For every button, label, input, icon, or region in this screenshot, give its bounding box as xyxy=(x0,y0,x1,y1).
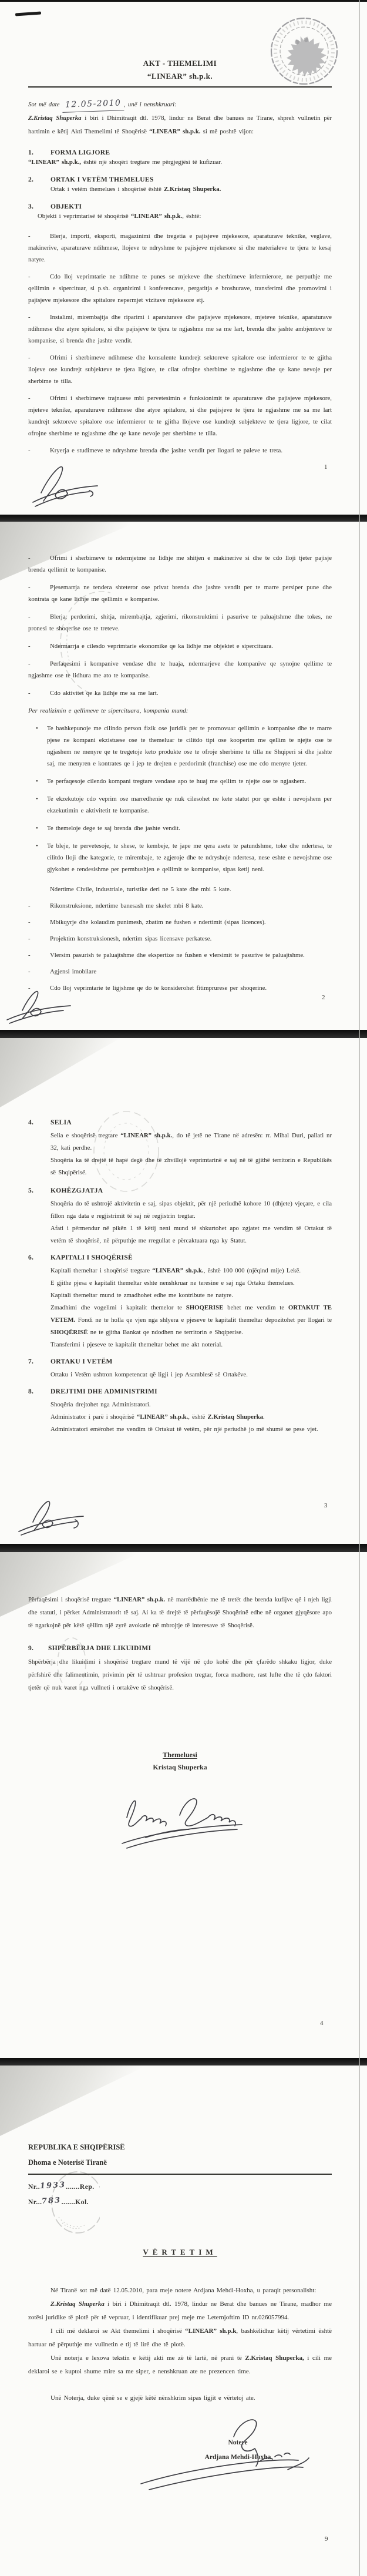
republic-header: REPUBLIKA E SHQIPËRISË xyxy=(28,2143,125,2151)
activity-item: - Ofrimi i sherbimeve te ndermjetme ne lidhje me shitjen e makinerive si dhe te cdo lloji tjeter pajisje brenda qellimit te kompanise. xyxy=(28,552,332,576)
page-number: 1 xyxy=(324,464,328,471)
founder-script-signature xyxy=(110,1792,251,1859)
bullet-dot: • xyxy=(36,825,38,832)
section-7-heading: 7. ORTAKU I VETËM xyxy=(28,1358,113,1365)
handwritten-kol-number: 783 xyxy=(42,2195,62,2206)
document-title-line2: “LINEAR” sh.p.k. xyxy=(147,72,213,80)
document-page-3 xyxy=(0,1038,367,1544)
section-6-heading: 6. KAPITALI I SHOQËRISË xyxy=(28,1254,133,1261)
bullet-dot: • xyxy=(36,795,38,802)
section-3-heading: 3. OBJEKTI xyxy=(28,203,82,210)
dash-bullet: - xyxy=(28,354,31,361)
page-separator xyxy=(0,1544,367,1552)
construction-item: - Projektim konstruksionesh, ndertim sipas licensave perkatese. xyxy=(28,933,332,945)
dash-bullet: - xyxy=(28,935,31,942)
dash-bullet: - xyxy=(28,613,31,620)
dash-bullet: - xyxy=(28,447,31,454)
objekti-item: - Cdo lloj veprimtarie ne ndihme te punes se mjekeve dhe sherbimeve infermierore, ne perputhje me qellimin e sipercituar, si p.sh. organizimi i konferencave, pergatitja e broshurave, transferimi dhe promovimi i pajisjeve mjekesore dhe spitalore nepermjet vizitave mjekesore etj. xyxy=(28,271,332,306)
activity-item: - Pjesemarrja ne tendera shteteror ose privat brenda dhe jashte vendit per te marre persiper pune dhe kontrata qe kane lidhje me qellimin e kompanise. xyxy=(28,582,332,605)
page-number: 9 xyxy=(325,2535,328,2543)
objekti-item: - Ofrimi i sherbimeve trajnuese mbi pervetesimin e funksionimit te aparaturave dhe pajisjeve mjekesore, mjeteve teknike, aparaturave ndihmese dhe atyre spitalore, si dhe pajisjeve te tjera te ngjashme me sa me lart kundrejt sektoreve spitalore ose infermieror te te gjitha llojeve ose kundrejt subjekteve te tjera ligjore, te cilat ofrojne sherbime te ngjashme dhe qe kane nevoje per sherbime te tilla. xyxy=(28,392,332,439)
vertetim-paragraph-4: Unë noterja e lexova tekstin e këtij akti me zë të lartë, në prani të Z.Kristaq Shuperka, i cili me deklaroi se e kuptoi shume mire sa me siper, e nenshkruan ate ne prezencen time. xyxy=(28,2354,332,2375)
section-7-body: Ortaku i Vetëm ushtron kompetencat që ligji i jep Asamblesë së Ortakëve. xyxy=(50,1371,248,1378)
construction-item: - Mbikqyrje dhe kolaudim punimesh, zbatim ne fushen e ndertimit (sipas licences). xyxy=(28,916,332,928)
section-8-heading: 8. DREJTIMI DHE ADMINISTRIMI xyxy=(28,1388,157,1395)
document-page-4 xyxy=(0,1552,367,2058)
dash-bullet: - xyxy=(28,690,31,697)
founder-signature xyxy=(28,458,103,515)
lead-sentence: Per realizimin e qellimeve te sipercituara, kompania mund: xyxy=(28,707,188,714)
bullet-dot: • xyxy=(36,842,38,849)
dash-bullet: - xyxy=(28,584,31,591)
section-8-body1: Shoqëria drejtohet nga Administratori. xyxy=(50,1401,151,1408)
page-number: 2 xyxy=(322,994,325,1001)
section-4-body2: Shoqëria ka të drejtë të hapë degë dhe të zhvillojë veprimtarinë e saj në të gjithë territorin e Republikës së Shqipërisë. xyxy=(50,1157,332,1176)
power-item: • Te ekzekutoje cdo veprim ose marredhenie qe nuk cilesohet ne kete statut por qe eshte i nevojshem per ekzekutimin e aktivitetit te kompanise. xyxy=(47,793,332,817)
section-4-heading: 4. SELIA xyxy=(28,1119,72,1126)
objekti-item: - Ofrimi i sherbimeve ndihmese dhe konsulente kundrejt sektoreve spitalore ose infermieror te te gjitha llojeve ose kundrejt subjekteve te tjera ligjore, te cilat ofrojne sherbime te ngjashme dhe qe kane nevoje per sherbime te tilla. xyxy=(28,352,332,387)
founder-printed-name: Kristaq Shuperka xyxy=(153,1763,207,1771)
notere-label: Notere xyxy=(228,2439,248,2446)
document-page-1 xyxy=(0,2,367,515)
handwritten-date: 12.05-2010 xyxy=(62,96,124,113)
section-8-body3: Administratori emërohet me vendim të Ortakut të vetëm, për një periudhë jo më shumë se pese vjet. xyxy=(50,1426,318,1433)
page-separator xyxy=(0,2058,367,2065)
section-1-heading: 1. FORMA LIGJORE xyxy=(28,149,110,156)
construction-item: Ndertime Civile, industriale, turistike deri ne 5 kate dhe mbi 5 kate. xyxy=(28,884,332,895)
founder-signature xyxy=(16,1494,87,1543)
founder-label: Themeluesi xyxy=(163,1751,197,1759)
dash-bullet: - xyxy=(28,985,31,992)
dash-bullet: - xyxy=(28,555,31,562)
section-5-heading: 5. KOHËZGJATJA xyxy=(28,1187,103,1194)
section-2-heading: 2. ORTAK I VETËM THEMELUES xyxy=(28,176,154,183)
page-separator xyxy=(0,515,367,522)
objekti-item: - Instalimi, mirembajtja dhe riparimi i aparaturave dhe pajisjeve mjekesore, mjeteve teknike, aparaturave ndihmese dhe atyre spitalore, si dhe pajisjeve te tjera te ngjashme me sa me lart, brenda dhe jashte ambjenteve te kompanise, si brenda dhe jashte vendit. xyxy=(28,311,332,347)
vertetim-paragraph-2: Z.Kristaq Shuperka i biri i Dhimitraqit dtl. 1978, lindur ne Berat dhe banues ne Tirane, madhor me zotësi juridike të plotë për të vepruar, i identifikuar prej meje me Leternjoftim ID nr.026057994. xyxy=(28,2300,332,2321)
bullet-dot: • xyxy=(36,778,38,785)
vertetim-paragraph-3: I cili më deklaroi se Akt themelimi i shoqërisë “LINEAR” sh.p.k, bashkëlidhur këtij vërtetimi është hartuar në përputhje me vullnetin e tij të lirë dhe të plotë. xyxy=(28,2327,332,2348)
objekti-item: - Kryerja e studimeve te ndryshme brenda dhe jashte vendit per llogari te paleve te treta. xyxy=(28,445,332,456)
document-title-line1: AKT - THEMELIMI xyxy=(143,59,217,68)
document-page-2 xyxy=(0,522,367,1030)
section-9-heading: 9. SHPËRBËRJA DHE LIKUIDIMI xyxy=(28,1645,151,1652)
section-6-body2: E gjithe pjesa e kapitalit themeltar eshte nenshkruar ne teresine e saj nga Ortaku themelues. xyxy=(50,1279,295,1287)
construction-item: - Cdo lloj veprimtarie te ligjshme qe do te konsiderohet fitimprurese per shoqerine. xyxy=(28,982,332,994)
handwritten-rep-number: 1933 xyxy=(39,2180,66,2191)
notary-chamber-header: Dhoma e Noterisë Tiranë xyxy=(28,2158,107,2167)
founder-signature xyxy=(5,985,74,1030)
bullet-dot: • xyxy=(36,725,38,732)
dash-bullet: - xyxy=(28,919,31,926)
section-5-body2: Afati i përmendur në pikën 1 të këtij neni mund të shkurtohet apo zgjatet me vendim të Ortakut të vetëm të shoqërisë, në përputhje me rregullat e përcaktuara nga ky Statut. xyxy=(50,1225,332,1244)
dash-bullet: - xyxy=(28,273,31,280)
vertetim-paragraph-1: Në Tiranë sot më datë 12.05.2010, para meje notere Ardjana Mehdi-Hoxha, u paraqit personalisht: xyxy=(50,2286,317,2294)
activity-item: - Perfaqesimi i kompanive vendase dhe te huaja, ndermarjeve dhe kompanive qe synojne qellime te ngjashme ose te lidhura me ato te kompanise. xyxy=(28,658,332,681)
founder-paragraph: Z.Kristaq Shuperka i biri i Dhimitraqit dtl. 1978, lindur ne Berat dhe banues ne Tirane, shpreh vullnetin për hartimin e këtij Akti Themelimi të Shoqërisë “LINEAR” sh.p.k. si më poshtë vijon: xyxy=(28,115,332,135)
activity-item: - Ndermarrja e cilesdo veprimtarie ekonomike qe ka lidhje me objektet e sipercituara. xyxy=(28,640,332,652)
section-9-body: Shpërbërja dhe likuidimi i shoqërisë tregtare mund të vijë në çdo kohë dhe për çfarëdo shkaku ligjor, duke përfshirë dhe falimentimin, privimin për të ushtruar profesion tregtar, forca madhore, rast lufte dhe të çdo faktori tjetër që nuk varet nga vullneti i ortakëve të shoqërisë. xyxy=(28,1658,332,1691)
notary-signature xyxy=(112,2416,311,2507)
vertetim-title: VËRTETIM xyxy=(143,2247,217,2256)
section-2-body: Ortak i vetëm themelues i shoqërisë është Z.Kristaq Shuperka. xyxy=(50,186,221,193)
dash-bullet xyxy=(28,884,50,895)
page-number: 3 xyxy=(324,1502,328,1509)
power-item: • Te bleje, te pervetesoje, te shese, te kembeje, te jape me qera asete te patundshme, toke dhe ndertesa, te cilitdo lloji dhe kategorie, te mirembaje, te zgjeroje dhe te ndryshoje ndertesa, nese eshte e nevojshme ose gjykohet e rendesishme per permbushjen e qellimit te kompanise, sipas ketij neni. xyxy=(47,840,332,875)
section-6-body3: Kapitali themeltar mund te zmadhohet edhe me kontribute ne natyre. xyxy=(50,1292,233,1299)
collection-number-line: Nr...783.......Kol. xyxy=(28,2195,332,2210)
repertory-number-line: Nr..1933.......Rep. xyxy=(28,2179,332,2195)
construction-item: - Vlersim pasurish te paluajtshme dhe ekspertize ne fushen e vlersimit te pasurive te paluajtshme. xyxy=(28,949,332,961)
representation-paragraph: Përfaqësimi i shoqërisë tregtare “LINEAR” sh.p.k. në marrëdhënie me të tretët dhe brenda kufijve që i njeh ligji dhe statuti, i përket Administratorit të saj. Ai ka të drejtë të përfaqësojë Shoqërinë edhe në organet gjyqësore apo të ngarkojnë për këtë qëllim një zyrë avokatie në mbrojtje të interesave të Shoqërisë. xyxy=(28,1596,332,1629)
intro-date-line: Sot më date 12.05-2010 , unë i nenshkruari: xyxy=(28,97,332,112)
dash-bullet: - xyxy=(28,643,31,650)
section-6-body5: Transferimi i pjeseve te kapitalit themeltar behet me akt noterial. xyxy=(50,1341,223,1348)
power-item: • Te bashkepunoje me cilindo person fizik ose juridik per te promovuar qellimin e kompanise dhe te marre pjese ne kompani ekzistuese ose te themeluar te cilitdo tipi ose kooperim me qellim te njejte ose te ngjashem ne menyre qe te tregetoje keto produkte ose te ofroje sherbime te tilla ne Shqiperi si dhe jashte saj, me menyren e kontrates qe i jep te drejten e perdorimit (franchise) ose me cdo menyre tjeter. xyxy=(47,723,332,770)
dash-bullet: - xyxy=(28,233,31,240)
section-8-body2: Administrator i parë i shoqërisë “LINEAR” sh.p.k., është Z.Kristaq Shuperka. xyxy=(50,1413,265,1420)
section-6-body4: Zmadhimi dhe vogelimi i kapitalit themelor te SHOQERISE behet me vendim te ORTAKUT TE VETEM. Fondi ne te holla qe vjen nga shlyera e pjeseve te kapitalit themeltar depozitohet per llogari te SHOQËRISË ne te gjitha Bankat qe ndodhen ne territorin e Shqiperise. xyxy=(50,1304,332,1336)
dash-bullet: - xyxy=(28,314,31,321)
dash-bullet: - xyxy=(28,902,31,909)
dash-bullet: - xyxy=(28,952,31,959)
section-6-body1: Kapitali themeltar i shoqërisë tregtare “LINEAR” sh.p.k., është 100 000 (njëqind mije) Lekë. xyxy=(50,1267,301,1274)
section-1-body: “LINEAR” sh.p.k., është një shoqëri tregtare me përgjegjësi të kufizuar. xyxy=(28,159,222,166)
page-number: 4 xyxy=(320,2020,324,2027)
section-5-body1: Shoqëria do të ushtrojë aktivitetin e saj, sipas objektit, për një periudhë kohore 10 (dhjete) vjeçare, e cila fillon nga data e regjistrimit të saj në regjistrin tregtar. xyxy=(50,1200,332,1220)
notere-printed-name: Ardjana Mehdi-Hoxha xyxy=(204,2454,271,2461)
scan-right-edge-shadow xyxy=(359,0,360,2576)
dash-bullet: - xyxy=(28,395,31,402)
section-4-body1: Selia e shoqërisë tregtare “LINEAR” sh.p.k., do të jetë ne Tirane në adresën: rr. Mihal Duri, pallati nr 32, kati perdhe. xyxy=(50,1132,332,1151)
construction-item: - Agjensi imobilare xyxy=(28,966,332,978)
section-3-intro: Objekti i veprimtarisë të shoqërisë “LINEAR” sh.p.k., është: xyxy=(38,213,201,220)
vertetim-paragraph-5: Unë Noterja, duke qënë se e gjejë këtë nënshkrim sipas ligjit e vërtetoj ate. xyxy=(50,2394,255,2402)
dash-bullet: - xyxy=(28,660,31,667)
activity-item: - Cdo aktivitet qe ka lidhje me sa me lart. xyxy=(28,687,332,699)
page-separator xyxy=(0,1030,367,1038)
power-item: • Te perfaqesoje cilendo kompani tregtare vendase apo te huaj me qellim te njejte ose te ngjashem. xyxy=(47,775,332,787)
construction-item: - Rikonstruksione, ndertime banesash me skelet mbi 8 kate. xyxy=(28,900,332,912)
objekti-item: - Blerja, importi, eksporti, magazinimi dhe tregetia e pajisjeve mjekesore, aparaturave teknike, veglave, makinerive, aparaturave ndihmese, llojeve te ndryshme te pajisjeve mjekesore si dhe materialeve te tjera te kesaj natyre. xyxy=(28,230,332,266)
document-page-5 xyxy=(0,2065,367,2576)
power-item: • Te themeloje dege te saj brenda dhe jashte vendit. xyxy=(47,822,332,834)
dash-bullet: - xyxy=(28,968,31,975)
activity-item: - Blerja, perdorimi, shitja, mirembajtja, zgjerimi, rikonstruktimi i pasurive te paluajtshme dhe tokes, ne pronesi te shoqerise ose te treteve. xyxy=(28,611,332,634)
